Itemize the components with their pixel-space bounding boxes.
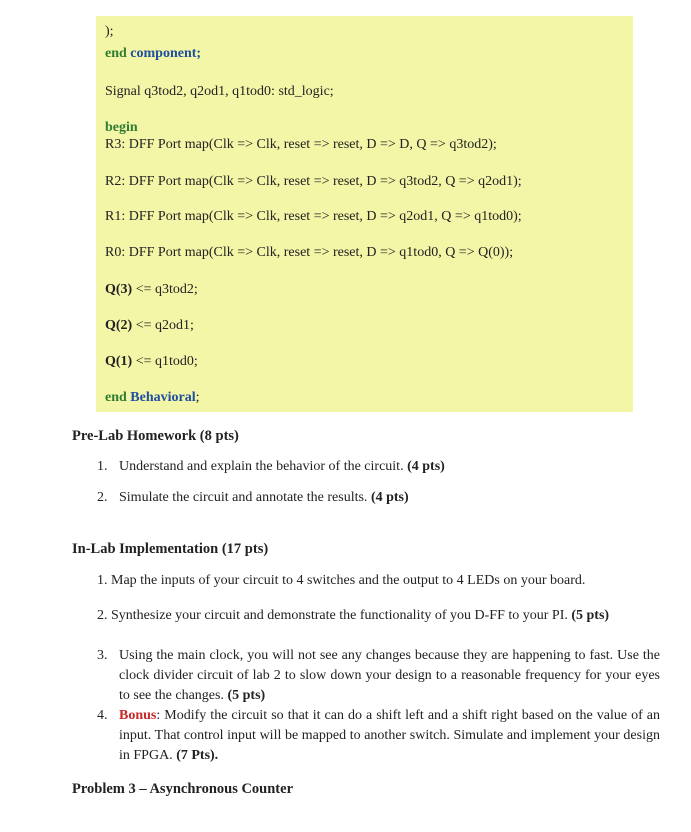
code-line-q2: Q(2) <= q2od1;	[105, 318, 194, 333]
prelab-item-1: Understand and explain the behavior of the circuit. (4 pts)	[119, 459, 445, 474]
code-line-q1: Q(1) <= q1tod0;	[105, 354, 198, 369]
inlab-item-3-number: 3.	[97, 648, 108, 663]
inlab-item-3: Using the main clock, you will not see any changes because they are happening to fast. Use the clock divider circuit of lab 2 to slow down your design to a reasonable frequency for your eyes to see the changes. (5 pts)	[119, 648, 660, 703]
code-line-r0: R0: DFF Port map(Clk => Clk, reset => reset, D => q1tod0, Q => Q(0));	[105, 245, 514, 260]
code-line-r2: R2: DFF Port map(Clk => Clk, reset => reset, D => q3tod2, Q => q2od1);	[105, 174, 522, 189]
code-line-r3: R3: DFF Port map(Clk => Clk, reset => reset, D => D, Q => q3tod2);	[105, 137, 497, 152]
prelab-item-2-number: 2.	[97, 490, 108, 505]
bonus-label: Bonus	[119, 708, 157, 723]
inlab-item-4: Bonus: Modify the circuit so that it can do a shift left and a shift right based on the value of an input. That control input will be mapped to another switch. Simulate and implement your design in FPGA. (7 Pts).	[119, 708, 660, 763]
code-line-close: );	[105, 24, 114, 39]
inlab-item-4-number: 4.	[97, 708, 108, 723]
prelab-item-1-number: 1.	[97, 459, 108, 474]
inlab-item-1: 1. Map the inputs of your circuit to 4 switches and the output to 4 LEDs on your board.	[97, 573, 586, 588]
code-line-q3: Q(3) <= q3tod2;	[105, 282, 198, 297]
inlab-item-2: 2. Synthesize your circuit and demonstrate the functionality of you D-FF to your PI. (5 pts)	[97, 608, 610, 623]
code-line-signal: Signal q3tod2, q2od1, q1tod0: std_logic;	[105, 84, 334, 99]
problem3-heading: Problem 3 – Asynchronous Counter	[72, 781, 294, 797]
prelab-item-2: Simulate the circuit and annotate the results. (4 pts)	[119, 490, 409, 505]
code-line-end-component: end component;	[105, 46, 202, 61]
inlab-heading: In-Lab Implementation (17 pts)	[72, 541, 269, 557]
code-line-r1: R1: DFF Port map(Clk => Clk, reset => reset, D => q2od1, Q => q1tod0);	[105, 209, 522, 224]
code-line-end-behavioral: end Behavioral;	[105, 390, 200, 405]
prelab-heading: Pre-Lab Homework (8 pts)	[72, 428, 239, 444]
code-line-begin: begin	[105, 120, 138, 135]
code-block	[96, 16, 633, 412]
